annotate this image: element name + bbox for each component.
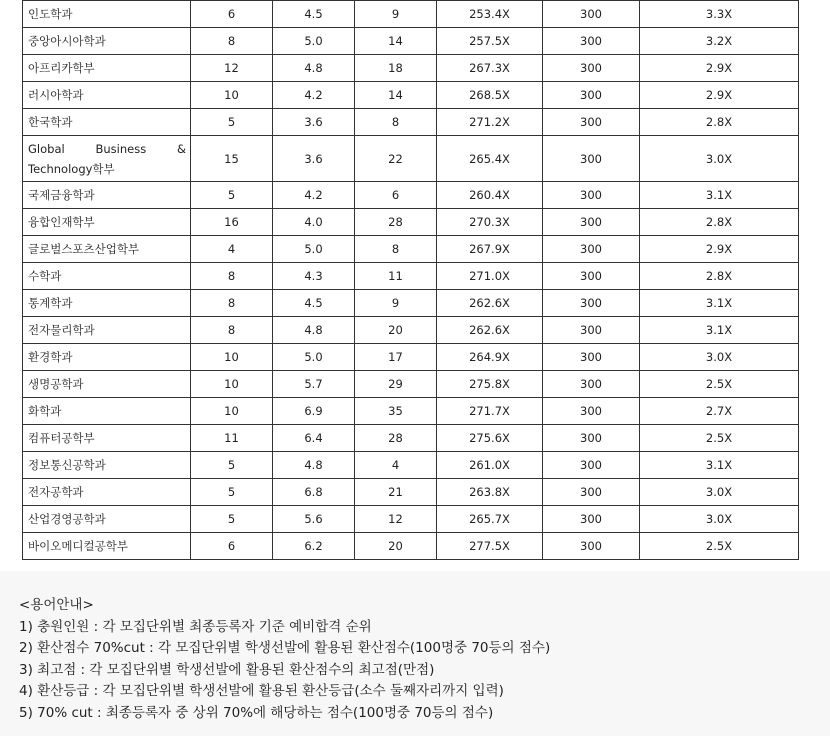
- converted-grade-cell: 3.3X: [640, 1, 799, 28]
- converted-grade-cell: 2.8X: [640, 263, 799, 290]
- converted-score-70cut-cell: 262.6X: [437, 317, 543, 344]
- waitlist-rank-cell: 9: [355, 1, 437, 28]
- department-name-cell: 환경학과: [23, 344, 191, 371]
- converted-grade-cell: 2.5X: [640, 533, 799, 560]
- glossary-item: 2) 환산점수 70%cut : 각 모집단위별 학생선발에 활용된 환산점수(100명중 70등의 점수): [19, 640, 551, 656]
- converted-grade-cell: 2.9X: [640, 55, 799, 82]
- converted-score-70cut-cell: 271.0X: [437, 263, 543, 290]
- competition-rate-cell: 4.8: [273, 452, 355, 479]
- converted-score-70cut-cell: 271.7X: [437, 398, 543, 425]
- department-name-line1: [28, 139, 186, 159]
- table-row: [23, 82, 799, 109]
- waitlist-rank-cell: 21: [355, 479, 437, 506]
- converted-score-70cut-cell: 267.9X: [437, 236, 543, 263]
- table-row: [23, 344, 799, 371]
- competition-rate-cell: 5.6: [273, 506, 355, 533]
- max-score-cell: 300: [543, 506, 640, 533]
- table-row: [23, 452, 799, 479]
- quota-cell: 10: [191, 82, 273, 109]
- department-name-cell: 한국학과: [23, 109, 191, 136]
- quota-cell: 8: [191, 28, 273, 55]
- converted-score-70cut-cell: 260.4X: [437, 182, 543, 209]
- quota-cell: 8: [191, 290, 273, 317]
- competition-rate-cell: 4.5: [273, 290, 355, 317]
- quota-cell: 5: [191, 452, 273, 479]
- competition-rate-cell: 4.2: [273, 82, 355, 109]
- quota-cell: 5: [191, 506, 273, 533]
- converted-grade-cell: 2.9X: [640, 236, 799, 263]
- waitlist-rank-cell: 28: [355, 209, 437, 236]
- waitlist-rank-cell: 8: [355, 236, 437, 263]
- converted-score-70cut-cell: 270.3X: [437, 209, 543, 236]
- table-row: [23, 398, 799, 425]
- waitlist-rank-cell: 14: [355, 82, 437, 109]
- max-score-cell: 300: [543, 263, 640, 290]
- converted-grade-cell: 2.5X: [640, 371, 799, 398]
- max-score-cell: 300: [543, 28, 640, 55]
- department-name-cell: [23, 136, 191, 182]
- department-name-cell: 글로벌스포츠산업학부: [23, 236, 191, 263]
- max-score-cell: 300: [543, 479, 640, 506]
- converted-score-70cut-cell: 268.5X: [437, 82, 543, 109]
- department-name-cell: 정보통신공학과: [23, 452, 191, 479]
- department-name-word: Business: [95, 141, 147, 156]
- competition-rate-cell: 6.4: [273, 425, 355, 452]
- table-row: [23, 236, 799, 263]
- converted-grade-cell: 2.8X: [640, 209, 799, 236]
- converted-score-70cut-cell: 277.5X: [437, 533, 543, 560]
- quota-cell: 12: [191, 55, 273, 82]
- max-score-cell: 300: [543, 136, 640, 182]
- max-score-cell: 300: [543, 344, 640, 371]
- department-name-cell: 융합인재학부: [23, 209, 191, 236]
- converted-score-70cut-cell: 257.5X: [437, 28, 543, 55]
- competition-rate-cell: 6.9: [273, 398, 355, 425]
- competition-rate-cell: 5.0: [273, 344, 355, 371]
- competition-rate-cell: 3.6: [273, 109, 355, 136]
- max-score-cell: 300: [543, 1, 640, 28]
- table-row: [23, 371, 799, 398]
- quota-cell: 10: [191, 398, 273, 425]
- quota-cell: 6: [191, 1, 273, 28]
- max-score-cell: 300: [543, 425, 640, 452]
- max-score-cell: 300: [543, 398, 640, 425]
- glossary-heading: <용어안내>: [19, 597, 94, 613]
- converted-grade-cell: 3.1X: [640, 452, 799, 479]
- competition-rate-cell: 4.2: [273, 182, 355, 209]
- waitlist-rank-cell: 11: [355, 263, 437, 290]
- max-score-cell: 300: [543, 533, 640, 560]
- table-row: [23, 479, 799, 506]
- department-name-cell: 통계학과: [23, 290, 191, 317]
- department-name-cell: 러시아학과: [23, 82, 191, 109]
- glossary-item: 5) 70% cut : 최종등록자 중 상위 70%에 해당하는 점수(100명중 70등의 점수): [19, 704, 494, 721]
- table-row: [23, 1, 799, 28]
- competition-rate-cell: 4.0: [273, 209, 355, 236]
- max-score-cell: 300: [543, 182, 640, 209]
- converted-grade-cell: 3.0X: [640, 479, 799, 506]
- converted-score-70cut-cell: 267.3X: [437, 55, 543, 82]
- competition-rate-cell: 5.0: [273, 28, 355, 55]
- department-name-cell: 국제금융학과: [23, 182, 191, 209]
- converted-score-70cut-cell: 275.8X: [437, 371, 543, 398]
- department-name: [28, 139, 186, 179]
- max-score-cell: 300: [543, 55, 640, 82]
- max-score-cell: 300: [543, 317, 640, 344]
- department-name-word: &: [177, 141, 186, 156]
- quota-cell: 6: [191, 533, 273, 560]
- glossary-section: [0, 571, 830, 736]
- quota-cell: 4: [191, 236, 273, 263]
- converted-score-70cut-cell: 262.6X: [437, 290, 543, 317]
- waitlist-rank-cell: 35: [355, 398, 437, 425]
- table-row: [23, 182, 799, 209]
- waitlist-rank-cell: 20: [355, 533, 437, 560]
- converted-score-70cut-cell: 265.4X: [437, 136, 543, 182]
- waitlist-rank-cell: 18: [355, 55, 437, 82]
- department-name-cell: 수학과: [23, 263, 191, 290]
- department-name-cell: 산업경영공학과: [23, 506, 191, 533]
- competition-rate-cell: 4.8: [273, 55, 355, 82]
- max-score-cell: 300: [543, 452, 640, 479]
- quota-cell: 15: [191, 136, 273, 182]
- department-name-cell: 전자물리학과: [23, 317, 191, 344]
- table-row: [23, 136, 799, 182]
- department-name-cell: 인도학과: [23, 1, 191, 28]
- table-row: [23, 533, 799, 560]
- max-score-cell: 300: [543, 236, 640, 263]
- admission-results-table: [22, 0, 799, 560]
- table-row: [23, 263, 799, 290]
- glossary-item: 1) 충원인원 : 각 모집단위별 최종등록자 기준 예비합격 순위: [19, 618, 372, 635]
- converted-score-70cut-cell: 263.8X: [437, 479, 543, 506]
- competition-rate-cell: 6.8: [273, 479, 355, 506]
- department-name-cell: 컴퓨터공학부: [23, 425, 191, 452]
- competition-rate-cell: 6.2: [273, 533, 355, 560]
- converted-score-70cut-cell: 264.9X: [437, 344, 543, 371]
- converted-grade-cell: 2.5X: [640, 425, 799, 452]
- converted-score-70cut-cell: 265.7X: [437, 506, 543, 533]
- converted-score-70cut-cell: 261.0X: [437, 452, 543, 479]
- glossary-item: 3) 최고점 : 각 모집단위별 학생선발에 활용된 환산점수의 최고점(만점): [19, 661, 435, 678]
- max-score-cell: 300: [543, 82, 640, 109]
- competition-rate-cell: 3.6: [273, 136, 355, 182]
- waitlist-rank-cell: 9: [355, 290, 437, 317]
- table-row: [23, 317, 799, 344]
- table-row: [23, 28, 799, 55]
- quota-cell: 8: [191, 263, 273, 290]
- competition-rate-cell: 5.0: [273, 236, 355, 263]
- competition-rate-cell: 4.3: [273, 263, 355, 290]
- max-score-cell: 300: [543, 290, 640, 317]
- quota-cell: 10: [191, 371, 273, 398]
- converted-grade-cell: 3.0X: [640, 506, 799, 533]
- waitlist-rank-cell: 12: [355, 506, 437, 533]
- converted-grade-cell: 3.2X: [640, 28, 799, 55]
- waitlist-rank-cell: 8: [355, 109, 437, 136]
- quota-cell: 8: [191, 317, 273, 344]
- table-row: [23, 209, 799, 236]
- table-row: [23, 290, 799, 317]
- converted-grade-cell: 3.0X: [640, 136, 799, 182]
- quota-cell: 16: [191, 209, 273, 236]
- department-name-cell: 중앙아시아학과: [23, 28, 191, 55]
- department-name-cell: 아프리카학부: [23, 55, 191, 82]
- converted-score-70cut-cell: 271.2X: [437, 109, 543, 136]
- max-score-cell: 300: [543, 209, 640, 236]
- department-name-line2: Technology학부: [28, 161, 115, 176]
- department-name-word: Global: [28, 141, 65, 156]
- quota-cell: 5: [191, 182, 273, 209]
- table-row: [23, 506, 799, 533]
- competition-rate-cell: 4.5: [273, 1, 355, 28]
- quota-cell: 5: [191, 479, 273, 506]
- converted-grade-cell: 2.8X: [640, 109, 799, 136]
- department-name-cell: 화학과: [23, 398, 191, 425]
- waitlist-rank-cell: 29: [355, 371, 437, 398]
- max-score-cell: 300: [543, 109, 640, 136]
- table-row: [23, 425, 799, 452]
- converted-score-70cut-cell: 275.6X: [437, 425, 543, 452]
- competition-rate-cell: 5.7: [273, 371, 355, 398]
- waitlist-rank-cell: 6: [355, 182, 437, 209]
- department-name-cell: 전자공학과: [23, 479, 191, 506]
- table-body: [23, 1, 799, 560]
- converted-grade-cell: 3.1X: [640, 290, 799, 317]
- department-name-cell: 생명공학과: [23, 371, 191, 398]
- waitlist-rank-cell: 4: [355, 452, 437, 479]
- table-row: [23, 109, 799, 136]
- glossary-content: [19, 595, 550, 724]
- quota-cell: 5: [191, 109, 273, 136]
- table-row: [23, 55, 799, 82]
- waitlist-rank-cell: 17: [355, 344, 437, 371]
- competition-rate-cell: 4.8: [273, 317, 355, 344]
- waitlist-rank-cell: 14: [355, 28, 437, 55]
- waitlist-rank-cell: 28: [355, 425, 437, 452]
- glossary-item: 4) 환산등급 : 각 모집단위별 학생선발에 활용된 환산등급(소수 둘째자리까지 입력): [19, 683, 504, 699]
- waitlist-rank-cell: 20: [355, 317, 437, 344]
- converted-grade-cell: 3.1X: [640, 182, 799, 209]
- department-name-cell: 바이오메디컬공학부: [23, 533, 191, 560]
- converted-grade-cell: 3.1X: [640, 317, 799, 344]
- max-score-cell: 300: [543, 371, 640, 398]
- quota-cell: 11: [191, 425, 273, 452]
- converted-score-70cut-cell: 253.4X: [437, 1, 543, 28]
- converted-grade-cell: 2.7X: [640, 398, 799, 425]
- converted-grade-cell: 3.0X: [640, 344, 799, 371]
- admission-results-table-container: [22, 0, 798, 560]
- quota-cell: 10: [191, 344, 273, 371]
- converted-grade-cell: 2.9X: [640, 82, 799, 109]
- waitlist-rank-cell: 22: [355, 136, 437, 182]
